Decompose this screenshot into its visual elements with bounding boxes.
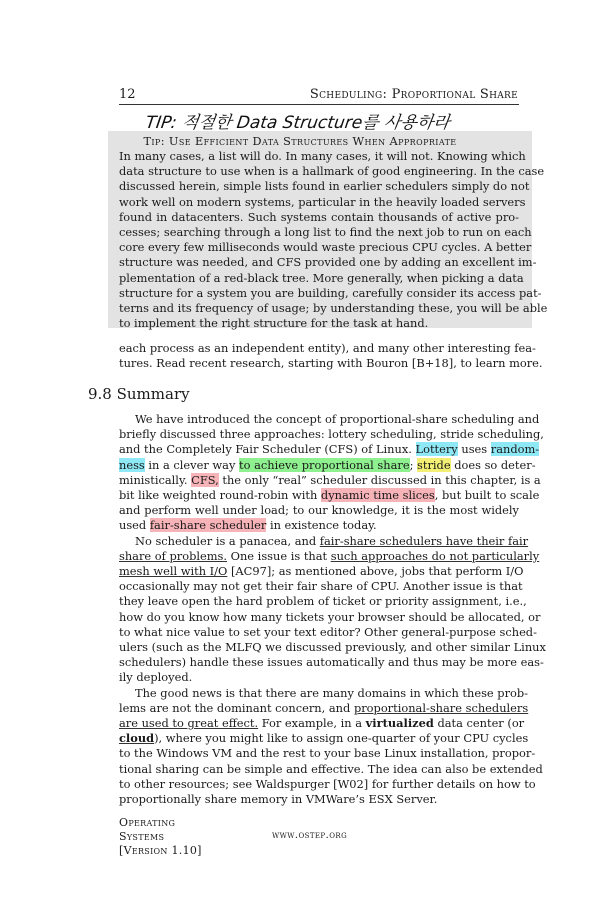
tip-line: to implement the right structure for the task at hand. (119, 316, 429, 331)
body-line: ily deployed. (119, 670, 193, 685)
body-line: to the Windows VM and the rest to your base Linux installation, propor- (119, 746, 536, 761)
body-line: to other resources; see Waldspurger [W02] for further details on how to (119, 776, 536, 791)
body-line: ministically. CFS, the only “real” scheduler discussed in this chapter, is a (119, 472, 541, 487)
header-rule (119, 104, 519, 105)
highlight-proportional-share: to achieve proportional share (239, 457, 410, 472)
footer-website: www.ostep.org (272, 829, 348, 841)
body-line: schedulers) handle these issues automatically and thus may be more eas- (119, 655, 544, 670)
continuation-paragraph (119, 341, 543, 371)
summary-paragraph-2 (119, 533, 546, 686)
body-line: bit like weighted round-robin with dynamic time slices, but built to scale (119, 487, 540, 502)
bold-virtualized: virtualized (365, 715, 434, 730)
highlight-randomness-cont: ness (119, 457, 145, 472)
footer-line: Systems (119, 830, 165, 843)
body-line: tures. Read recent research, starting with Bouron [B+18], to learn more. (119, 356, 543, 371)
tip-line: work well on modern systems, particular in the heavily loaded servers (119, 194, 526, 209)
highlight-cfs: CFS, (191, 472, 219, 487)
body-line: We have introduced the concept of proportional-share scheduling and (135, 412, 540, 426)
body-line: to what nice value to set your text editor? Other general-purpose sched- (119, 624, 537, 639)
tip-line: data structure to use when is a hallmark of good engineering. In the case (119, 164, 545, 179)
underline-io-issue: such approaches do not particularly (330, 548, 540, 563)
underline-proportional-share-schedulers: proportional-share schedulers (353, 700, 529, 715)
body-line: tional sharing can be simple and effective. The idea can also be extended (119, 761, 543, 776)
summary-paragraph-3 (119, 685, 543, 808)
tip-title: Tip: Use Efficient Data Structures When Appropriate (143, 135, 457, 148)
tip-line: core every few milliseconds would waste precious CPU cycles. A better (119, 240, 532, 255)
tip-line: In many cases, a list will do. In many cases, it will not. Knowing which (119, 149, 526, 163)
body-line: share of problems. One issue is that such approaches do not particularly (119, 548, 540, 563)
underline-great-effect: are used to great effect. (119, 715, 259, 730)
footer-version: [Version 1.10] (119, 844, 202, 857)
body-line: lems are not the dominant concern, and proportional-share schedulers (119, 700, 529, 715)
page-number: 12 (119, 87, 136, 102)
body-line: and the Completely Fair Scheduler (CFS) of Linux. Lottery uses random- (119, 442, 540, 457)
footer-line: Operating (119, 816, 176, 829)
underline-io-issue-cont: mesh well with I/O (119, 563, 228, 578)
body-line: cloud), where you might like to assign one-quarter of your CPU cycles (119, 731, 529, 746)
section-heading: 9.8 Summary (88, 385, 190, 403)
tip-line: terns and its frequency of usage; by understanding these, you will be able (119, 300, 548, 315)
tip-line: found in datacenters. Such systems contain thousands of active pro- (119, 209, 519, 224)
footer-book-info (119, 816, 202, 858)
body-line: The good news is that there are many domains in which these prob- (135, 685, 529, 700)
body-line: how do you know how many tickets your browser should be allocated, or (119, 609, 541, 624)
body-line: occasionally may not get their fair share of CPU. Another issue is that (119, 579, 523, 594)
tip-body (119, 149, 548, 331)
bold-cloud: cloud (119, 731, 155, 746)
highlight-lottery: Lottery (415, 442, 458, 457)
tip-line: plementation of a red-black tree. More generally, when picking a data (119, 270, 524, 285)
highlight-stride: stride (417, 457, 451, 472)
body-line: and perform well under load; to our knowledge, it is the most widely (119, 503, 519, 518)
body-line: they leave open the hard problem of ticket or priority assignment, i.e., (119, 594, 527, 609)
running-header: Scheduling: Proportional Share (309, 87, 518, 102)
summary-paragraph-1 (119, 412, 544, 534)
handwritten-annotation: TIP: 적절한 Data Structure를 사용하라 (144, 113, 452, 133)
tip-line: discussed herein, simple lists found in earlier schedulers simply do not (119, 179, 530, 194)
tip-line: structure was needed, and CFS provided one by adding an excellent im- (119, 255, 537, 270)
highlight-dynamic-time-slices: dynamic time slices (320, 487, 435, 502)
body-line: No scheduler is a panacea, and fair-share schedulers have their fair (135, 533, 529, 548)
tip-line: cesses; searching through a long list to find the next job to run on each (119, 224, 532, 239)
body-line: are used to great effect. For example, in a virtualized data center (or (119, 715, 525, 730)
underline-fair-share-problems: fair-share schedulers have their fair (319, 533, 529, 548)
body-line: ness in a clever way to achieve proportional share; stride does so deter- (119, 457, 536, 472)
tip-line: structure for a system you are building, carefully consider its access pat- (119, 285, 542, 300)
body-line: ulers (such as the MLFQ we discussed previously, and other similar Linux (119, 639, 546, 654)
body-line: proportionally share memory in VMWare’s ESX Server. (119, 791, 438, 806)
body-line: briefly discussed three approaches: lottery scheduling, stride scheduling, (119, 427, 544, 442)
body-line: each process as an independent entity), and many other interesting fea- (119, 341, 536, 355)
highlight-randomness: random- (490, 442, 540, 457)
body-line: used fair-share scheduler in existence today. (119, 518, 377, 533)
highlight-fair-share-scheduler: fair-share scheduler (149, 518, 267, 533)
underline-fair-share-problems-cont: share of problems. (119, 548, 228, 563)
body-line: mesh well with I/O [AC97]; as mentioned above, jobs that perform I/O (119, 563, 524, 578)
